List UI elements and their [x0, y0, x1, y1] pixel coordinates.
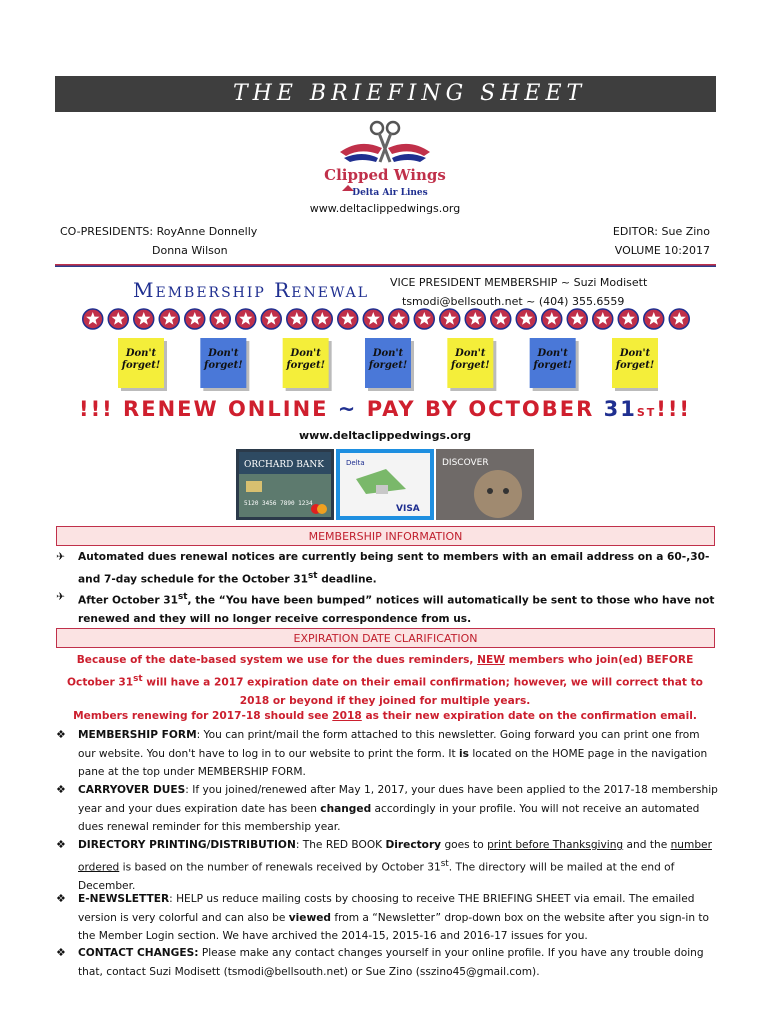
renewal-expiration-note: [60, 707, 710, 726]
card-visa: VISA: [396, 504, 420, 514]
exp-note-new: NEW: [477, 654, 505, 666]
item-carryover-dues: [56, 781, 718, 837]
dont-forget-notes: [118, 336, 658, 392]
directory-number-ordered: number ordered: [78, 839, 712, 874]
carryover-text-a: : If you joined/renewed after May 1, 2017, your dues have been applied to the 2017-18 membership year and your dues expiration date has been: [78, 784, 718, 815]
dont-forget-note: [283, 338, 332, 391]
diamond-bullet-icon: ❖: [56, 728, 66, 741]
vp-contact: tsmodi@bellsouth.net ~ (404) 355.6559: [402, 295, 625, 308]
logo-name: Clipped Wings: [324, 166, 446, 184]
volume-label: VOLUME: [614, 244, 661, 257]
co-presidents: [60, 222, 257, 260]
note-text: Don't: [125, 348, 157, 359]
dont-forget-note: [612, 338, 658, 391]
diamond-bullet-icon: ❖: [56, 783, 66, 796]
co-president-2: Donna Wilson: [152, 244, 228, 257]
item-membership-form: [56, 726, 718, 782]
star-icon: [159, 309, 179, 329]
exp-note-a: Because of the date-based system we use for the dues reminders,: [76, 654, 478, 666]
diamond-bullet-icon: ❖: [56, 946, 66, 959]
bullet-auto-renewal: [56, 548, 718, 589]
directory-label: DIRECTORY PRINTING/DISTRIBUTION: [78, 839, 296, 851]
note-text: forget!: [451, 360, 490, 371]
credit-card-images: [236, 449, 534, 520]
item-contact-changes: [56, 944, 718, 981]
dont-forget-note: [200, 338, 249, 391]
star-icon: [465, 309, 485, 329]
star-icon: [414, 309, 434, 329]
note-text: forget!: [286, 360, 325, 371]
membership-renewal-title: Membership Renewal: [133, 278, 370, 302]
directory-text-e: . The directory will be mailed at the end of December.: [78, 861, 675, 892]
plane-bullet-icon: ✈: [56, 551, 65, 563]
directory-text-d: is based on the number of renewals received by October 31: [119, 861, 441, 874]
editor-volume: [600, 222, 710, 260]
co-president-1: RoyAnne Donnelly: [156, 225, 258, 238]
renew-tilde: ~: [328, 397, 367, 421]
dont-forget-note: [447, 338, 496, 391]
carryover-text-b: accordingly in your profile. You will not receive an automated dues renewal reminder for this membership year.: [78, 802, 700, 833]
expiration-note: [60, 651, 710, 710]
membership-information-header: MEMBERSHIP INFORMATION: [56, 526, 715, 546]
renew-online: RENEW ONLINE: [123, 397, 329, 421]
enews-label: E-NEWSLETTER: [78, 893, 170, 905]
website-url-mid[interactable]: www.deltaclippedwings.org: [298, 429, 472, 442]
star-icon: [363, 309, 383, 329]
star-icon: [236, 309, 256, 329]
membership-form-is: is: [459, 747, 469, 760]
renew-day: 31: [594, 397, 637, 421]
editor-label: EDITOR:: [612, 225, 658, 238]
note-text: Don't: [619, 348, 651, 359]
dont-forget-note: [530, 338, 579, 391]
dont-forget-note: [118, 338, 167, 391]
newsletter-title-banner: [55, 76, 716, 112]
item-directory: [56, 836, 718, 895]
card-delta: Delta: [346, 459, 365, 467]
plane-bullet-icon: ✈: [56, 591, 65, 603]
vp-membership-contact: [390, 273, 647, 311]
star-icon: [389, 309, 409, 329]
diamond-bullet-icon: ❖: [56, 892, 66, 905]
carryover-label: CARRYOVER DUES: [78, 784, 186, 796]
bumped-text-end: , the “You have been bumped” notices will automatically be sent to those who have not renewed and they will no longer receive correspondence from us.: [78, 594, 715, 626]
renew-exclaim-right: !!!: [656, 397, 691, 421]
star-icon: [542, 309, 562, 329]
directory-text-a: : The RED BOOK: [295, 839, 386, 851]
renew-headline: [0, 397, 770, 421]
enews-text-b: via email. The emailed version is very colorful and can also be: [78, 893, 695, 924]
pay-by-october: PAY BY OCTOBER: [366, 397, 595, 421]
star-icon: [440, 309, 460, 329]
website-url-top[interactable]: www.deltaclippedwings.org: [309, 202, 461, 215]
bullet-bumped: [56, 588, 718, 629]
renew-exp-a: Members renewing for 2017-18 should see: [73, 710, 333, 722]
membership-form-text-b: located on the HOME page in the navigation pane at the top under MEMBERSHIP FORM.: [78, 747, 708, 778]
card-number: 5120 3456 7890 1234: [244, 500, 313, 507]
star-icon: [134, 309, 154, 329]
auto-renewal-text: Automated dues renewal notices are currently being sent to members with an email address on a 60-,30-and 7-day schedule for the October 31: [78, 551, 710, 586]
star-icon: [669, 309, 689, 329]
star-icon: [185, 309, 205, 329]
dont-forget-note: [365, 338, 414, 391]
star-icon: [287, 309, 307, 329]
auto-renewal-sup: st: [308, 570, 318, 581]
note-text: Don't: [537, 348, 568, 359]
enews-briefing-sheet: THE BRIEFING SHEET: [458, 893, 571, 905]
note-text: forget!: [533, 360, 572, 371]
contact-label: CONTACT CHANGES:: [78, 947, 199, 959]
renew-exp-b: as their new expiration date on the confirmation email.: [361, 710, 697, 722]
exp-note-sup: st: [133, 673, 143, 684]
card-orchard-bank: ORCHARD BANK: [244, 460, 324, 470]
note-text: Don't: [372, 348, 404, 359]
star-icon: [618, 309, 638, 329]
contact-text: Please make any contact changes yourself in your online profile. If you have any trouble doing that, contact Suzi Modisett (tsmodi@bellsouth.net) or Sue Zino (sszino45@gmail.com).: [78, 947, 704, 978]
directory-print-before: print before Thanksgiving: [487, 839, 624, 851]
carryover-changed: changed: [320, 802, 372, 815]
logo-subtitle: Delta Air Lines: [352, 188, 428, 198]
star-icon: [210, 309, 230, 329]
star-border-row: [80, 307, 692, 331]
star-icon: [644, 309, 664, 329]
note-text: forget!: [204, 360, 243, 371]
co-presidents-label: CO-PRESIDENTS:: [60, 225, 154, 238]
directory-text-b: goes to: [441, 839, 488, 851]
membership-form-label: MEMBERSHIP FORM: [78, 729, 197, 741]
star-icon: [567, 309, 587, 329]
expiration-clarification-header: EXPIRATION DATE CLARIFICATION: [56, 628, 715, 648]
header-divider: [55, 264, 716, 267]
star-icon: [491, 309, 511, 329]
directory-text-c: and the: [623, 839, 671, 851]
exp-note-b: members who join(ed) BEFORE October 31: [67, 654, 694, 689]
star-icon: [312, 309, 332, 329]
card-discover: DISCOVER: [442, 458, 489, 468]
note-text: Don't: [290, 348, 321, 359]
enews-text-a: : HELP us reduce mailing costs by choosing to receive: [169, 893, 459, 905]
note-text: Don't: [455, 348, 486, 359]
directory-sup: st: [440, 858, 449, 869]
renew-exp-year: 2018: [332, 710, 362, 722]
newsletter-title: THE BRIEFING SHEET: [233, 81, 587, 106]
note-text: forget!: [121, 360, 161, 371]
note-text: forget!: [615, 360, 655, 371]
renew-day-suffix: ST: [636, 406, 657, 419]
renew-exclaim-left: !!!: [79, 397, 124, 421]
vp-name: ~ Suzi Modisett: [560, 276, 648, 289]
auto-renewal-end: deadline.: [317, 573, 377, 586]
volume-number: 10:2017: [664, 244, 710, 257]
clipped-wings-logo: [320, 118, 450, 202]
membership-form-text-a: : You can print/mail the form attached to this newsletter. Going forward you can print one from our website. You don't have to log in to our website to print the form. It: [78, 729, 700, 760]
diamond-bullet-icon: ❖: [56, 838, 66, 851]
enews-viewed: viewed: [288, 911, 332, 924]
enews-text-c: from a “Newsletter” drop-down box on the website after you sign-in to the Member Login section. We have archived the 2014-15, 2015-16 and 2016-17 issues for you.: [78, 911, 710, 942]
note-text: Don't: [208, 348, 239, 359]
bumped-sup: st: [178, 592, 188, 602]
bumped-text-start: After October 31: [78, 594, 179, 607]
star-icon: [108, 309, 128, 329]
star-icon: [516, 309, 536, 329]
vp-label: VICE PRESIDENT MEMBERSHIP: [390, 276, 558, 289]
item-e-newsletter: [56, 890, 718, 946]
star-icon: [593, 309, 613, 329]
star-icon: [338, 309, 358, 329]
star-icon: [261, 309, 281, 329]
star-icon: [83, 309, 103, 329]
note-text: forget!: [368, 360, 408, 371]
exp-note-c: will have a 2017 expiration date on their email confirmation; however, we will correct that to 2018 or beyond if they joined for multiple years.: [142, 676, 703, 707]
directory-word: Directory: [385, 839, 442, 851]
editor-name: Sue Zino: [661, 225, 710, 238]
